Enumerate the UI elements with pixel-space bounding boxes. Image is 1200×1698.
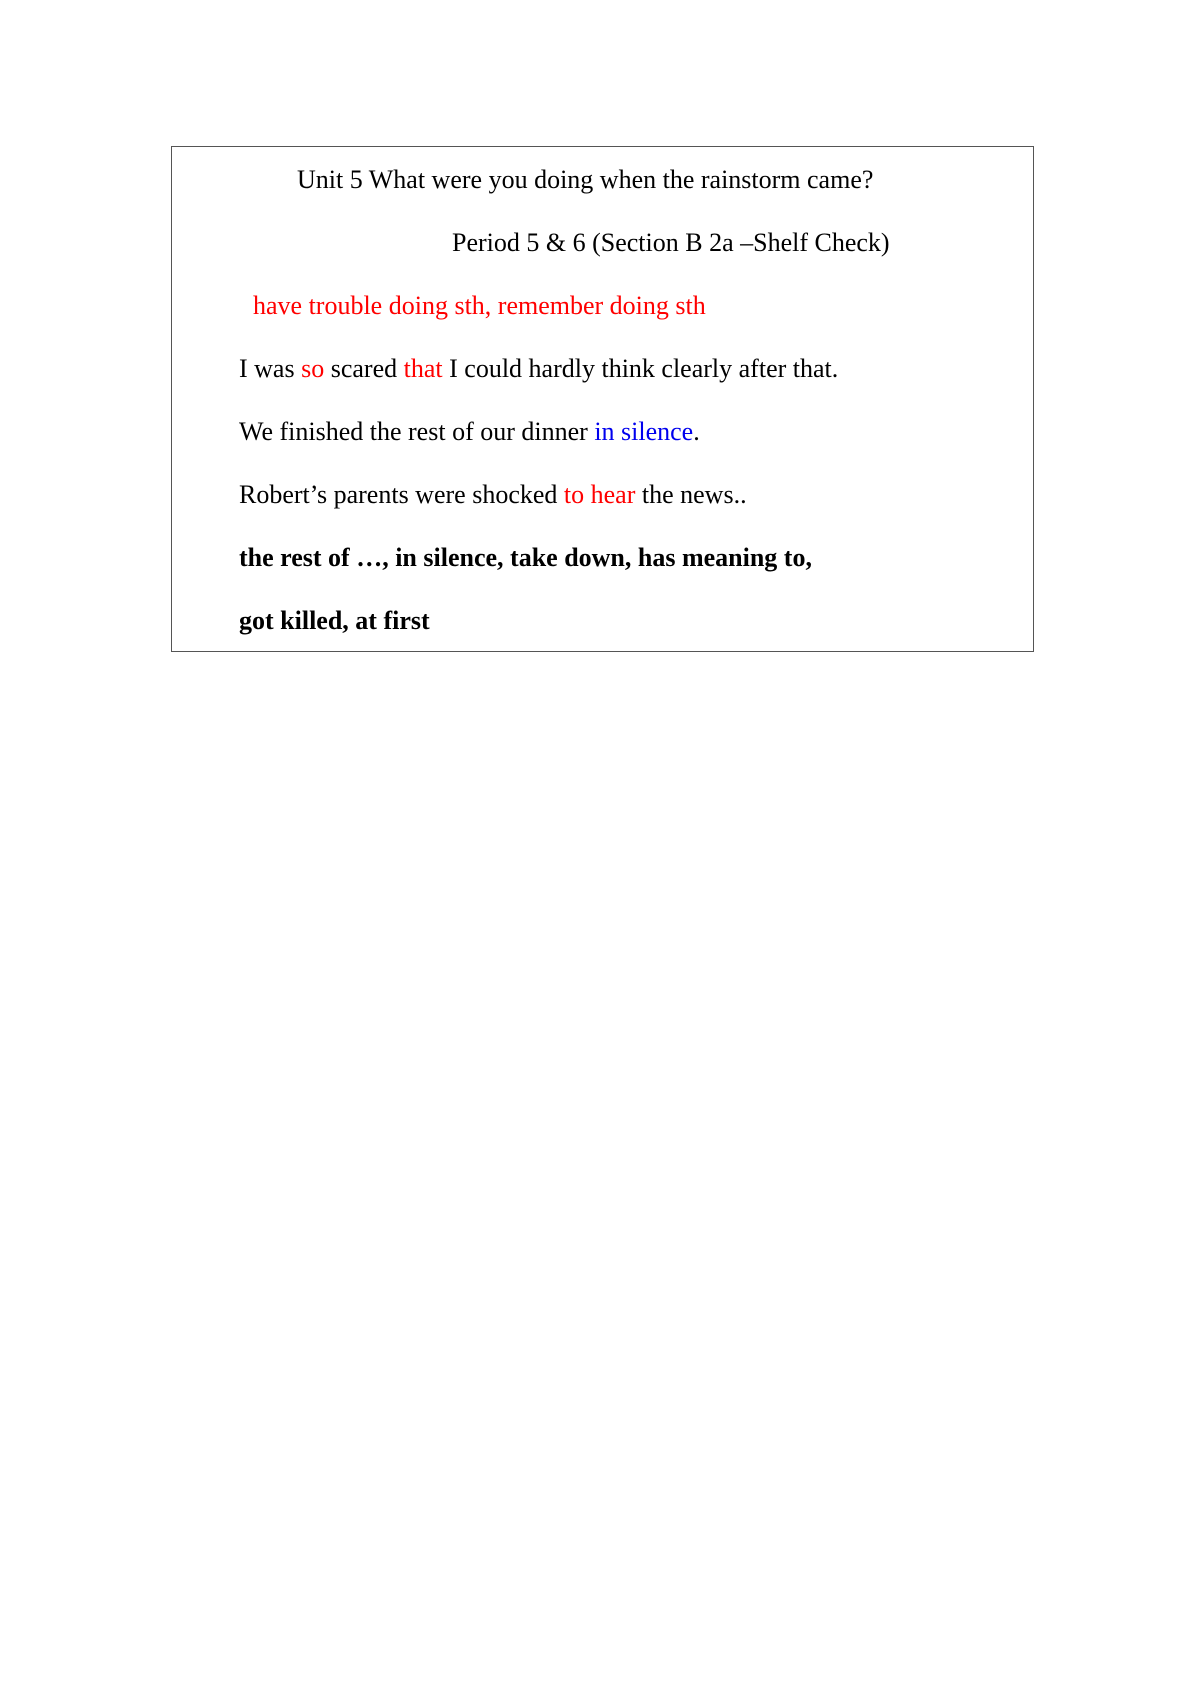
content-box [171, 146, 1034, 652]
sentence-text: the news.. [635, 480, 747, 509]
sentence-so-that [239, 354, 838, 384]
sentence-text: . [693, 417, 700, 446]
bold-phrase-list-1: the rest of …, in silence, take down, has meaning to, [239, 543, 812, 572]
period-subtitle: Period 5 & 6 (Section B 2a –Shelf Check) [452, 228, 890, 257]
highlight-that: that [403, 354, 443, 383]
sentence-text: We finished the rest of our dinner [239, 417, 595, 446]
sentence-in-silence [239, 417, 700, 447]
sentence-text: Robert’s parents were shocked [239, 480, 564, 509]
unit-title: Unit 5 What were you doing when the rainstorm came? [297, 165, 874, 194]
sentence-text: I could hardly think clearly after that. [442, 354, 839, 383]
sentence-text: scared [324, 354, 404, 383]
sentence-text: I was [239, 354, 302, 383]
highlight-in-silence: in silence [594, 417, 694, 446]
bold-phrase-list-2: got killed, at first [239, 606, 430, 635]
highlight-to-hear: to hear [563, 480, 636, 509]
sentence-to-hear [239, 480, 747, 510]
highlight-so: so [301, 354, 325, 383]
key-phrases: have trouble doing sth, remember doing sth [253, 291, 706, 320]
